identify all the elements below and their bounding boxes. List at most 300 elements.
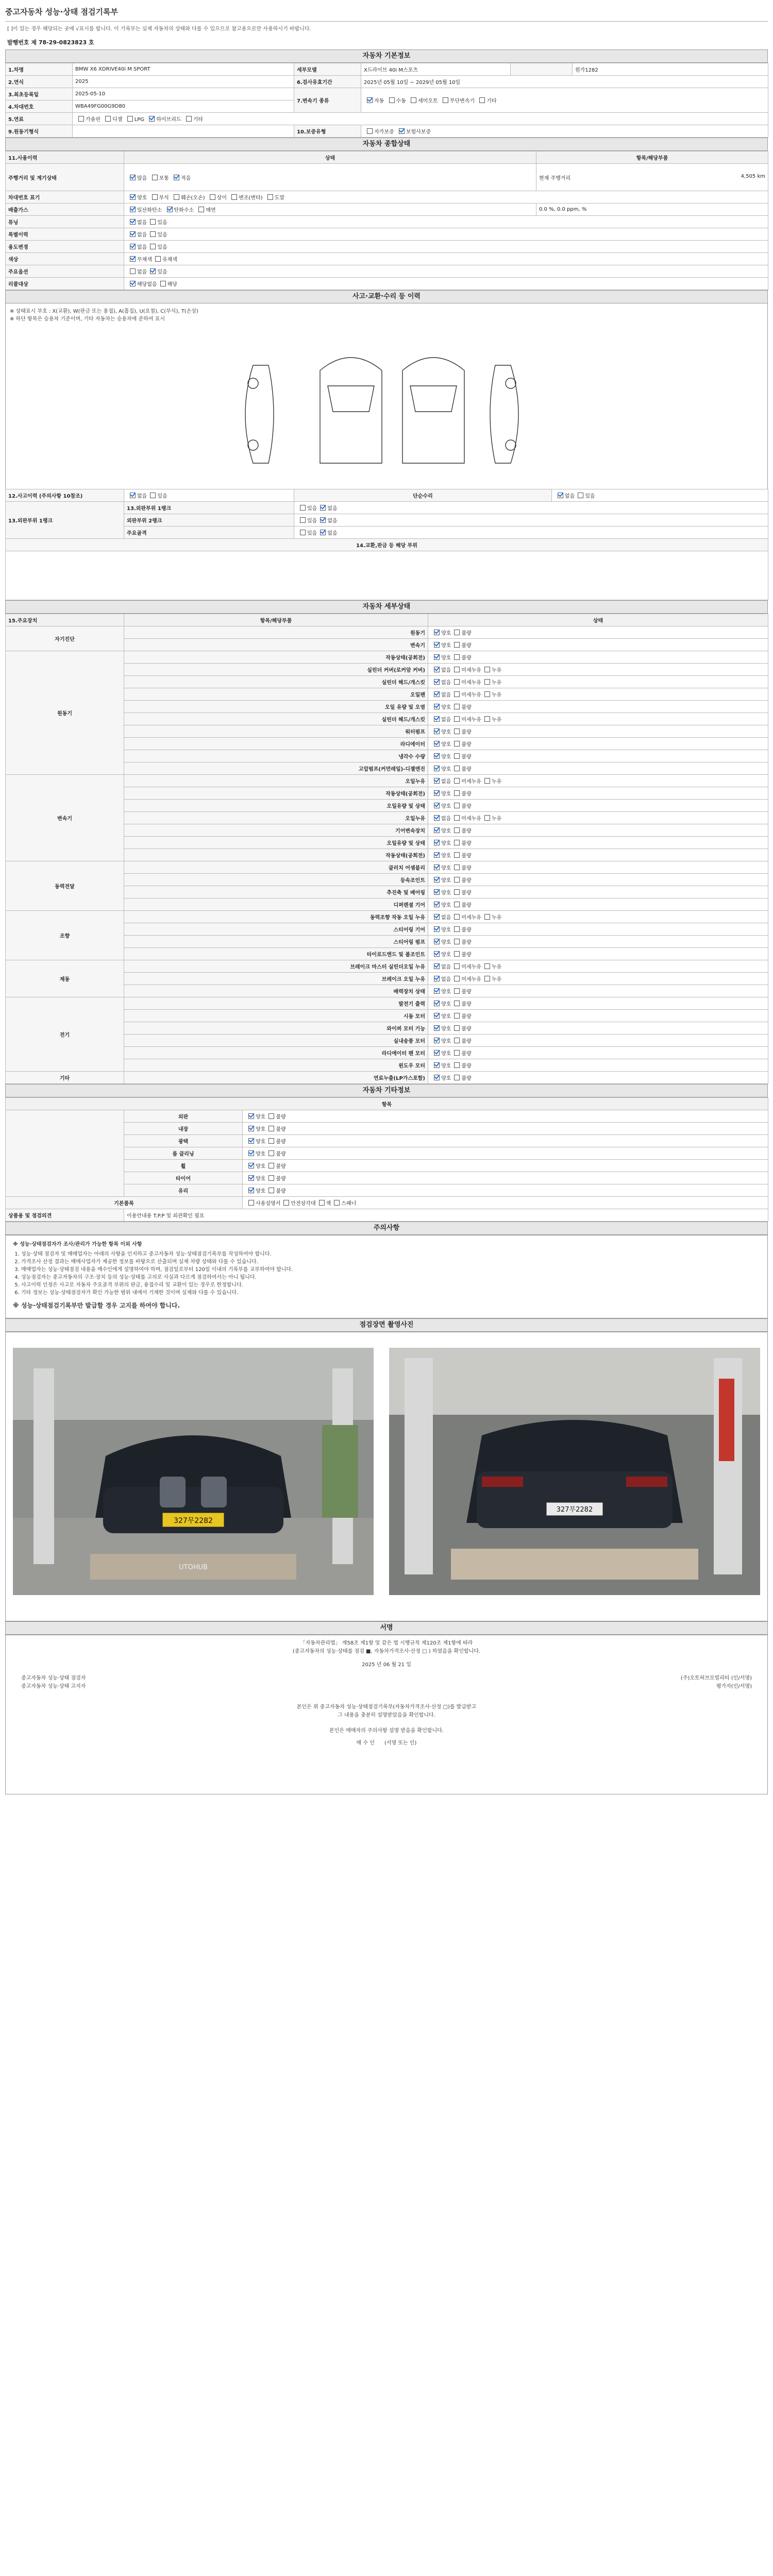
detail-state (428, 750, 768, 762)
checkbox[interactable] (578, 493, 583, 498)
checkbox[interactable] (267, 194, 273, 200)
option-label: 양호 (441, 890, 451, 896)
checkbox[interactable] (367, 97, 373, 103)
checkbox[interactable] (434, 778, 440, 784)
accident-row (6, 502, 768, 514)
general-label: 색상 (6, 253, 124, 265)
checkbox[interactable] (160, 281, 166, 286)
checkbox[interactable] (248, 1163, 254, 1168)
option-label: 양호 (441, 1014, 451, 1020)
option-label: 양호 (441, 927, 451, 933)
option-label: 양호 (441, 643, 451, 649)
basic-label: 7.변속기 종류 (294, 88, 361, 113)
basic-value: 원가1282 (573, 63, 768, 76)
checkbox[interactable] (434, 951, 440, 957)
accident-options (294, 514, 768, 527)
checkbox[interactable] (319, 1200, 325, 1206)
checkbox[interactable] (434, 939, 440, 944)
note-item: 4. 성능점검자는 중고자동차의 구조·장치 등의 성능·상태를 고의로 사실과 다르게 점검하여서는 아니 됩니다. (21, 1274, 760, 1281)
checkbox[interactable] (454, 988, 460, 994)
option-label: 미세누유 (461, 680, 481, 686)
detail-item: 추진축 및 베어링 (124, 886, 428, 899)
option-label: 불량 (461, 742, 472, 748)
note-item: 2. 가격조사 산정 결과는 매매사업자가 제공한 정보를 바탕으로 산출되며 실제 차량 상태와 다를 수 있습니다. (21, 1258, 760, 1266)
checkbox[interactable] (130, 268, 136, 274)
checkbox[interactable] (434, 988, 440, 994)
checkbox[interactable] (130, 231, 136, 237)
option-label: 불량 (461, 1063, 472, 1069)
detail-state (428, 874, 768, 886)
option-label: 양호 (441, 1063, 451, 1069)
checkbox[interactable] (454, 778, 460, 784)
checkbox[interactable] (434, 716, 440, 722)
option-label: 불량 (461, 631, 472, 636)
checkbox[interactable] (434, 728, 440, 734)
checkbox[interactable] (434, 753, 440, 759)
checkbox[interactable] (320, 517, 326, 523)
accident-table (5, 489, 768, 600)
checkbox[interactable] (367, 128, 373, 134)
etc-options (243, 1184, 768, 1197)
checkbox[interactable] (454, 877, 460, 883)
checkbox[interactable] (130, 219, 136, 225)
checkbox[interactable] (454, 728, 460, 734)
buyer-row (6, 1739, 767, 1748)
option-label: 안전삼각대 (291, 1201, 316, 1207)
checkbox[interactable] (434, 642, 440, 648)
detail-item: 발전기 출력 (124, 997, 428, 1010)
checkbox[interactable] (454, 865, 460, 870)
checkbox[interactable] (268, 1163, 274, 1168)
option-label: 불량 (461, 903, 472, 908)
checkbox[interactable] (283, 1200, 289, 1206)
checkbox[interactable] (130, 493, 136, 498)
checkbox[interactable] (484, 815, 490, 821)
checkbox[interactable] (454, 827, 460, 833)
wheel-icon (248, 440, 258, 450)
checkbox[interactable] (434, 1075, 440, 1080)
option-label: 불량 (276, 1176, 286, 1182)
checkbox[interactable] (454, 704, 460, 709)
checkbox[interactable] (484, 914, 490, 920)
checkbox[interactable] (454, 667, 460, 672)
checkbox[interactable] (454, 766, 460, 771)
option-label: 양호 (441, 754, 451, 760)
document-number-label: 발행번호 제 (7, 39, 37, 46)
checkbox[interactable] (231, 194, 237, 200)
detail-item: 원동기 (124, 626, 428, 639)
detail-item: 워터펌프 (124, 725, 428, 738)
checkbox[interactable] (434, 976, 440, 981)
checkbox[interactable] (150, 268, 156, 274)
detail-state (428, 948, 768, 960)
pricer-row (6, 1683, 767, 1691)
accident-label: 13.외판부위 1랭크 (6, 502, 124, 539)
checkbox[interactable] (268, 1138, 274, 1144)
checkbox[interactable] (434, 1050, 440, 1056)
checkbox[interactable] (248, 1126, 254, 1131)
checkbox[interactable] (434, 803, 440, 808)
option-label: 없음 (441, 964, 451, 970)
option-label: 불량 (461, 804, 472, 809)
checkbox[interactable] (434, 790, 440, 796)
detail-state (428, 997, 768, 1010)
option-label: 보험사보증 (406, 129, 431, 135)
detail-state (428, 626, 768, 639)
checkbox[interactable] (434, 741, 440, 747)
detail-state (428, 812, 768, 824)
detail-state (428, 923, 768, 936)
checkbox[interactable] (454, 914, 460, 920)
checkbox[interactable] (484, 778, 490, 784)
checkbox[interactable] (434, 902, 440, 907)
checkbox[interactable] (434, 679, 440, 685)
checkbox[interactable] (268, 1188, 274, 1193)
checkbox[interactable] (434, 1038, 440, 1043)
option-label: 불량 (461, 655, 472, 661)
checkbox[interactable] (454, 951, 460, 957)
detail-state (428, 651, 768, 664)
checkbox[interactable] (434, 691, 440, 697)
general-row (6, 278, 768, 290)
checkbox[interactable] (434, 926, 440, 932)
checkbox[interactable] (484, 976, 490, 981)
mileage-value: 4,505 km (741, 173, 765, 179)
etc-label: 기본품목 (6, 1197, 243, 1209)
general-row (6, 265, 768, 278)
general-label: 배출가스 (6, 204, 124, 216)
rear-photo (389, 1348, 760, 1595)
checkbox[interactable] (454, 840, 460, 845)
checkbox[interactable] (434, 667, 440, 672)
checkbox[interactable] (130, 244, 136, 249)
checkbox[interactable] (434, 630, 440, 635)
checkbox[interactable] (484, 667, 490, 672)
etc-row (6, 1197, 768, 1209)
option-label: 양호 (256, 1151, 266, 1157)
checkbox[interactable] (150, 231, 156, 237)
wheel-icon (248, 378, 258, 388)
option-label: 무단변속기 (449, 98, 475, 104)
detail-row (6, 775, 768, 787)
checkbox[interactable] (454, 926, 460, 932)
note-item: 3. 매매업자는 성능·상태점검 내용을 매수인에게 설명하여야 하며, 점검일로부터 120일 이내의 기록부를 교부하여야 합니다. (21, 1266, 760, 1274)
option-label: 불량 (461, 927, 472, 933)
option-label: 스패너 (341, 1201, 357, 1207)
general-label: 차대번호 표기 (6, 191, 124, 204)
detail-state (428, 824, 768, 837)
detail-row (6, 960, 768, 973)
option-label: 양호 (441, 730, 451, 735)
checkbox[interactable] (454, 976, 460, 981)
general-row (6, 241, 768, 253)
checkbox[interactable] (454, 803, 460, 808)
detail-item: 실내송풍 모터 (124, 1035, 428, 1047)
checkbox[interactable] (268, 1126, 274, 1131)
checkbox[interactable] (454, 902, 460, 907)
detail-state (428, 861, 768, 874)
checkbox[interactable] (434, 963, 440, 969)
checkbox[interactable] (248, 1188, 254, 1193)
basic-label: 5.연료 (6, 113, 73, 125)
checkbox[interactable] (268, 1113, 274, 1119)
basic-label: 3.최초등록일 (6, 88, 73, 100)
checkbox[interactable] (484, 679, 490, 685)
checkbox[interactable] (434, 914, 440, 920)
notes-list (13, 1250, 760, 1297)
detail-state (428, 973, 768, 985)
etc-row (6, 1209, 768, 1222)
checkbox[interactable] (434, 877, 440, 883)
option-label: 양호 (441, 742, 451, 748)
checkbox[interactable] (300, 505, 306, 511)
checkbox[interactable] (320, 505, 326, 511)
detail-item: 연료누출(LP가스포함) (124, 1072, 428, 1084)
checkbox[interactable] (300, 517, 306, 523)
option-label: 없음 (137, 232, 147, 238)
checkbox[interactable] (454, 815, 460, 821)
checkbox[interactable] (454, 1062, 460, 1068)
checkbox[interactable] (155, 256, 161, 262)
checkbox[interactable] (434, 852, 440, 858)
option-label: 불량 (461, 791, 472, 797)
checkbox[interactable] (411, 97, 416, 103)
checkbox[interactable] (174, 194, 179, 200)
checkbox[interactable] (484, 716, 490, 722)
accident-label: 외판부위 2랭크 (124, 514, 294, 527)
checkbox[interactable] (454, 679, 460, 685)
etc-label: 타이어 (124, 1172, 243, 1184)
checkbox[interactable] (268, 1150, 274, 1156)
option-label: 불량 (461, 841, 472, 846)
checkbox[interactable] (389, 97, 395, 103)
checkbox[interactable] (130, 175, 136, 180)
basic-label: 2.연식 (6, 76, 73, 88)
checkbox[interactable] (454, 1001, 460, 1006)
checkbox[interactable] (150, 244, 156, 249)
checkbox[interactable] (454, 691, 460, 697)
etc-label: 상품용 및 점검의견 (6, 1209, 124, 1222)
general-state-table (5, 151, 768, 290)
etc-options (243, 1172, 768, 1184)
checkbox[interactable] (454, 753, 460, 759)
checkbox[interactable] (198, 207, 204, 212)
checkbox[interactable] (484, 691, 490, 697)
inspection-record (5, 4, 768, 1794)
accident-options (124, 489, 294, 502)
option-label: 불량 (276, 1189, 286, 1194)
checkbox[interactable] (454, 642, 460, 648)
option-label: 누유 (491, 668, 502, 673)
car-top-windshield (328, 386, 374, 412)
checkbox[interactable] (130, 194, 136, 200)
checkbox[interactable] (454, 852, 460, 858)
option-label: 불량 (461, 890, 472, 896)
detail-state (428, 911, 768, 923)
pricer-label: 중고자동차 성능·상태 고지자 (21, 1684, 86, 1689)
detail-item: 작동상태(공회전) (124, 849, 428, 861)
checkbox[interactable] (454, 716, 460, 722)
option-label: 불량 (276, 1127, 286, 1132)
car-top-rear (402, 358, 464, 463)
checkbox[interactable] (248, 1200, 254, 1206)
checkbox[interactable] (149, 116, 155, 122)
detail-state (428, 985, 768, 997)
basic-row (6, 125, 768, 138)
diagram-legend (6, 303, 767, 323)
option-label: 불량 (461, 754, 472, 760)
detail-item: 스티어링 기어 (124, 923, 428, 936)
general-options (124, 228, 768, 241)
detail-item: 와이퍼 모터 기능 (124, 1022, 428, 1035)
note-item: 6. 기타 정보는 성능·상태점검자가 확인 가능한 범위 내에서 기재한 것이며 실제와 다를 수 있습니다. (21, 1289, 760, 1297)
checkbox[interactable] (479, 97, 485, 103)
etc-label: 내장 (124, 1123, 243, 1135)
checkbox[interactable] (454, 1013, 460, 1019)
checkbox[interactable] (300, 530, 306, 535)
document-title: 중고자동차 성능·상태 점검기록부 (5, 4, 768, 22)
checkbox[interactable] (454, 1038, 460, 1043)
detail-table (5, 614, 768, 1084)
checkbox[interactable] (152, 194, 158, 200)
option-label: 불량 (461, 1002, 472, 1007)
checkbox[interactable] (434, 840, 440, 845)
detail-row (6, 911, 768, 923)
wheel-icon (506, 440, 516, 450)
detail-item: 기어변속장치 (124, 824, 428, 837)
option-label: 없음 (327, 506, 338, 512)
option-label: 불량 (461, 878, 472, 884)
checkbox[interactable] (150, 493, 156, 498)
notes-warning: ※ 성능·상태점검기록부만 발급할 경우 고지를 하여야 합니다. (13, 1302, 180, 1309)
checkbox[interactable] (434, 827, 440, 833)
note-item: 5. 사고이력 인정은 사고로 자동차 주요골격 부위의 판금, 용접수리 및 교환이 있는 경우로 한정합니다. (21, 1281, 760, 1289)
checkbox[interactable] (150, 219, 156, 225)
detail-item: 냉각수 수량 (124, 750, 428, 762)
accident-row (6, 551, 768, 600)
option-label: 불량 (461, 705, 472, 710)
checkbox[interactable] (454, 1050, 460, 1056)
checkbox[interactable] (454, 630, 460, 635)
checkbox[interactable] (434, 654, 440, 660)
checkbox[interactable] (434, 1025, 440, 1031)
detail-state (428, 676, 768, 688)
basic-value: 2025-05-10 (73, 88, 294, 100)
checkbox[interactable] (130, 281, 136, 286)
checkbox[interactable] (454, 790, 460, 796)
checkbox[interactable] (558, 493, 563, 498)
car-diagram-area (5, 303, 768, 489)
checkbox[interactable] (174, 175, 179, 180)
detail-state (428, 738, 768, 750)
checkbox[interactable] (210, 194, 215, 200)
checkbox[interactable] (434, 1062, 440, 1068)
basic-label (511, 63, 573, 76)
checkbox[interactable] (167, 207, 173, 212)
checkbox[interactable] (434, 865, 440, 870)
checkbox[interactable] (443, 97, 448, 103)
checkbox[interactable] (186, 116, 192, 122)
pricer-value: 평가자(인/서명) (716, 1684, 752, 1689)
option-label: 양호 (256, 1139, 266, 1145)
checkbox[interactable] (130, 207, 136, 212)
checkbox[interactable] (454, 939, 460, 944)
accident-label: 주요골격 (124, 527, 294, 539)
header-cell: 항목 (6, 1098, 768, 1110)
signature-line: 그 내용을 충분히 설명받았음을 확인합니다. (338, 1713, 435, 1718)
basic-value: 2025년 05월 10일 ~ 2029년 05월 10일 (361, 76, 768, 88)
checkbox[interactable] (454, 1025, 460, 1031)
general-options (124, 278, 768, 290)
top-notice: [ ]이 있는 경우 해당되는 곳에 √표시를 합니다. 이 기록부는 실제 자동차의 상태와 다를 수 있으므로 참고용으로만 사용하시기 바랍니다. (7, 26, 311, 32)
basic-label: 1.차명 (6, 63, 73, 76)
option-label: 있음 (157, 494, 167, 499)
checkbox[interactable] (454, 889, 460, 895)
checkbox[interactable] (454, 1075, 460, 1080)
checkbox[interactable] (454, 963, 460, 969)
checkbox[interactable] (152, 175, 158, 180)
checkbox[interactable] (130, 256, 136, 262)
detail-state (428, 899, 768, 911)
accident-options (294, 527, 768, 539)
checkbox[interactable] (399, 128, 405, 134)
detail-state (428, 639, 768, 651)
option-label: 수동 (396, 98, 406, 104)
checkbox[interactable] (248, 1113, 254, 1119)
detail-item: 스티어링 펌프 (124, 936, 428, 948)
checkbox[interactable] (434, 704, 440, 709)
checkbox[interactable] (434, 1013, 440, 1019)
checkbox[interactable] (127, 116, 133, 122)
checkbox[interactable] (434, 815, 440, 821)
option-label: 잭 (326, 1201, 331, 1207)
option-label: 도말 (274, 195, 285, 201)
basic-label: 4.차대번호 (6, 100, 73, 113)
option-label: 유채색 (162, 257, 177, 263)
checkbox[interactable] (268, 1175, 274, 1181)
checkbox[interactable] (454, 741, 460, 747)
checkbox[interactable] (248, 1138, 254, 1144)
checkbox[interactable] (434, 766, 440, 771)
detail-state (428, 960, 768, 973)
checkbox[interactable] (248, 1150, 254, 1156)
option-label: 미세누유 (461, 977, 481, 982)
checkbox[interactable] (248, 1175, 254, 1181)
checkbox[interactable] (105, 116, 111, 122)
checkbox[interactable] (434, 889, 440, 895)
general-options (124, 216, 768, 228)
etc-header-row (6, 1098, 768, 1110)
option-label: 불량 (461, 767, 472, 772)
checkbox[interactable] (320, 530, 326, 535)
option-label: 양호 (441, 804, 451, 809)
general-label: 튜닝 (6, 216, 124, 228)
checkbox[interactable] (454, 654, 460, 660)
checkbox[interactable] (334, 1200, 340, 1206)
detail-body (6, 626, 768, 1084)
checkbox[interactable] (78, 116, 84, 122)
general-row (6, 191, 768, 204)
general-label: 주요옵션 (6, 265, 124, 278)
signature-line: 본인은 위 중고자동차 성능·상태점검기록부(자동차가격조사·산정 □)를 발급받고 (296, 1704, 477, 1710)
etc-table (5, 1097, 768, 1222)
legend-line: ※ 하단 항목은 승용차 기준이며, 기타 자동차는 승용차에 준하여 표시 (10, 316, 165, 322)
checkbox[interactable] (484, 963, 490, 969)
checkbox[interactable] (434, 1001, 440, 1006)
option-label: 없음 (441, 668, 451, 673)
mileage-label: 주행거리 및 계기상태 (6, 164, 124, 191)
option-label: 양호 (441, 655, 451, 661)
